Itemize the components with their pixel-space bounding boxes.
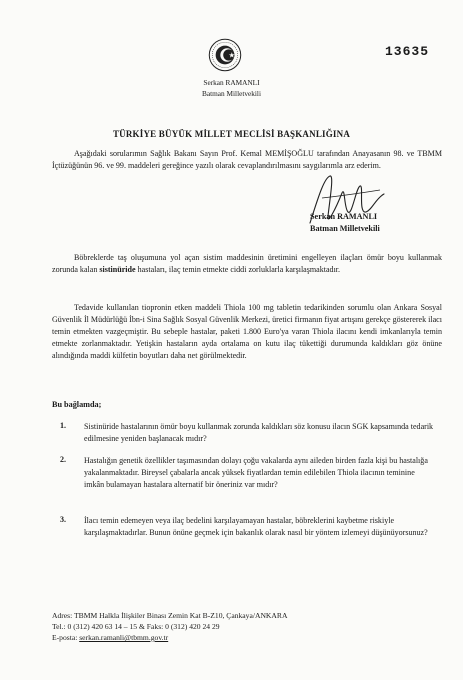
document-number: 13635 bbox=[384, 44, 429, 59]
footer-phone: Tel.: 0 (312) 420 63 14 – 15 & Faks: 0 (312) 420 24 29 bbox=[52, 622, 220, 631]
tbmm-emblem-icon bbox=[208, 38, 242, 72]
footer-email-line bbox=[52, 632, 412, 643]
body-paragraph-1-start: Böbreklerde taş oluşumuna yol açan sistim maddesinin üretimini engelleyen ilaçları ömür boyu kullanmak zorunda kalan bbox=[52, 253, 442, 275]
document-title: TÜRKİYE BÜYÜK MİLLET MECLİSİ BAŞKANLIĞINA bbox=[112, 129, 351, 139]
question-text: Hastalığın genetik özellikler taşımasından dolayı çoğu vakalarda aynı aileden birden fazla kişi bu hastalığa yakalanmaktadır. Bireysel çabalarla ancak yüksek fiyatlardan temin edilebilen Thiola ilacının teminine imkân bulamayan hastalara alternatif bir öneriniz var mıdır? bbox=[84, 456, 428, 490]
footer-address: Adres: TBMM Halkla İlişkiler Binası Zemin Kat B-Z10, Çankaya/ANKARA bbox=[52, 611, 288, 620]
footer-email-link[interactable]: serkan.ramanli@tbmm.gov.tr bbox=[79, 633, 169, 642]
body-paragraph-1-end: hastaları, ilaç temin etmekte ciddi zorluklarla karşılaşmaktadır. bbox=[135, 265, 341, 275]
question-number: 1. bbox=[60, 421, 67, 430]
footer-email-label: E-posta: bbox=[52, 633, 80, 642]
intro-paragraph: Aşağıdaki sorularımın Sağlık Bakanı Sayın Prof. Kemal MEMİŞOĞLU tarafından Anayasanın 98. ve TBMM İçtüzüğünün 96. ve 99. maddeleri gereğince yazılı olarak cevaplandırılmasını saygılarımla arz ederim. bbox=[52, 149, 442, 171]
body-paragraph-1 bbox=[52, 252, 442, 276]
disease-term: sistinüride bbox=[99, 265, 136, 275]
body-paragraph-2: Tedavide kullanılan tiopronin etken maddeli Thiola 100 mg tabletin tedarikinden sorumlu olan Ankara Sosyal Güvenlik İl Müdürlüğü İbn-i Sina Sağlık Sosyal Güvenlik Merkezi, üretici firmanın fiyat artışını gerekçe göstererek ilacı temin etmekten vazgeçmiştir. Bu sebeple hastalar, paketi 1.800 Euro'ya varan Thiola ilacını kendi imkanlarıyla temin etmekte zorlanmaktadır. Yetişkin hastaların ayda ortalama on kutu ilaç tükettiği durumunda kaldıkları göz önüne alındığında maddi külfetin boyutları daha net görülmektedir. bbox=[52, 303, 442, 361]
header-name: Serkan RAMANLI bbox=[203, 78, 260, 87]
signature-name: Serkan RAMANLI bbox=[310, 212, 378, 221]
section-label: Bu bağlamda; bbox=[52, 400, 102, 409]
question-text: İlacı temin edemeyen veya ilaç bedelini karşılayamayan hastalar, böbreklerini kaybetme riskiyle karşılaşmaktadırlar. Bunun önüne geçmek için bakanlık olarak nasıl bir yöntem izlemeyi düşünüyorsunuz? bbox=[84, 516, 428, 538]
question-number: 2. bbox=[60, 455, 67, 464]
question-number: 3. bbox=[60, 515, 67, 524]
header-role: Batman Milletvekili bbox=[202, 89, 261, 98]
signature-role: Batman Milletvekili bbox=[310, 224, 380, 233]
question-text: Sistinüride hastalarının ömür boyu kullanmak zorunda kaldıkları söz konusu ilacın SGK kapsamında tedarik edilmesine yeniden başlanacak mıdır? bbox=[84, 422, 434, 444]
